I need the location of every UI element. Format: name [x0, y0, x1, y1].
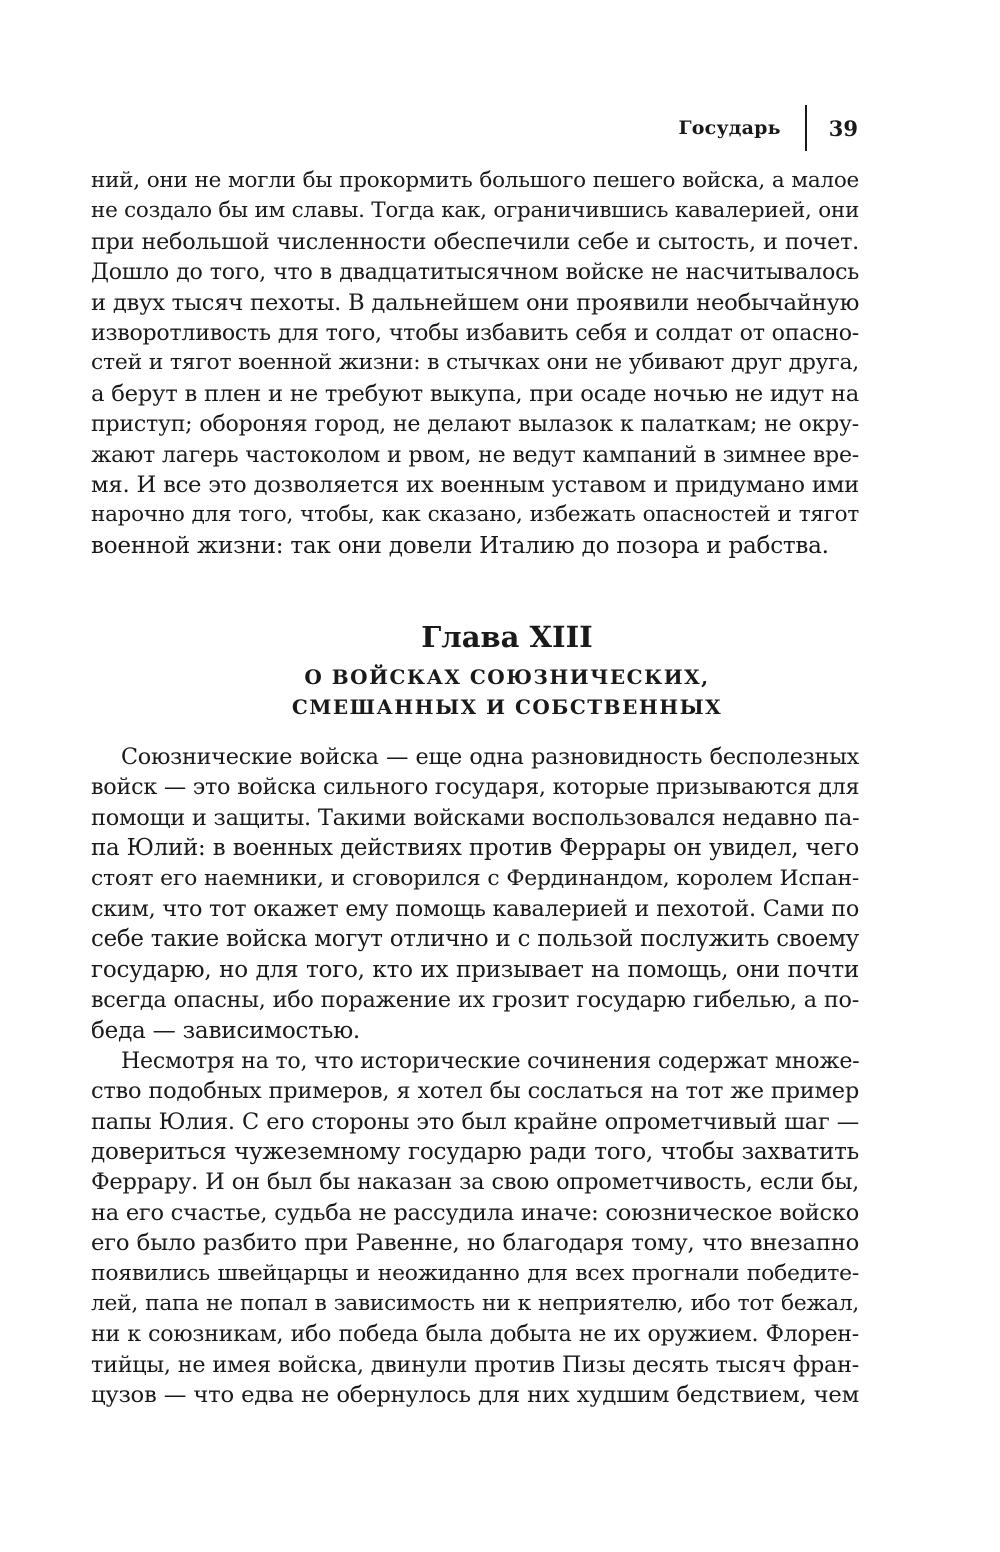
- text-line: а берут в плен и не требуют выкупа, при осаде ночью не идут на: [91, 380, 859, 407]
- text-line: ство подобных примеров, я хотел бы сослаться на тот же пример: [91, 1078, 859, 1105]
- text-line: мя. И все это дозволяется их военным уставом и придумано ими: [91, 471, 859, 498]
- page-number: 39: [828, 115, 858, 141]
- text-line: папы Юлия. С его стороны это был крайне опрометчивый шаг —: [91, 1108, 859, 1135]
- text-line: не создало бы им славы. Тогда как, ограничившись кавалерией, они: [91, 198, 860, 224]
- chapter-subtitle-line: СМЕШАННЫХ И СОБСТВЕННЫХ: [291, 695, 723, 719]
- text-line: Союзнические войска — еще одна разновидность бесполезных: [121, 744, 859, 770]
- header-divider: [805, 105, 807, 151]
- chapter-subtitle-line: О ВОЙСКАХ СОЮЗНИЧЕСКИХ,: [304, 665, 710, 689]
- text-line: государю, но для того, кто их призывает на помощь, они почти: [91, 956, 859, 983]
- text-line: на его счастье, судьба не рассудила иначе: союзническое войско: [91, 1199, 859, 1226]
- text-line: изворотливость для того, чтобы избавить себя и солдат от опасно-: [91, 319, 859, 346]
- text-line: довериться чужеземному государю ради того, чтобы захватить: [91, 1139, 859, 1166]
- text-line: его было разбито при Равенне, но благодаря тому, что внезапно: [91, 1230, 859, 1257]
- text-line: Несмотря на то, что исторические сочинения содержат множе-: [121, 1047, 860, 1074]
- running-title: Государь: [678, 117, 781, 139]
- paragraph-continued: [91, 166, 859, 561]
- text-line: помощи и защиты. Такими войсками воспользовался недавно па-: [91, 804, 860, 831]
- text-line: при небольшой численности обеспечили себе и сытость, и почет.: [91, 228, 859, 255]
- running-header: [678, 104, 858, 152]
- text-line: Феррару. И он был бы наказан за свою опрометчивость, если бы,: [91, 1169, 859, 1196]
- text-line: войск — это войска сильного государя, которые призываются для: [91, 774, 860, 801]
- text-line: появились швейцарцы и неожиданно для всех прогнали победите-: [91, 1260, 859, 1286]
- chapter-title: Глава XIII: [421, 620, 593, 654]
- text-line: всегда опасны, ибо поражение их грозит государю гибелью, а по-: [91, 987, 859, 1014]
- text-line: себе такие войска могут отлично и с пользой послужить своему: [91, 926, 859, 953]
- text-line: стей и тягот военной жизни: в стычках они не убивают друг друга,: [91, 350, 859, 376]
- text-line: Дошло до того, что в двадцатитысячном войске не насчитывалось: [91, 259, 859, 286]
- text-line: стоят его наемники, и сговорился с Фердинандом, королем Испан-: [91, 865, 859, 891]
- text-line: лей, папа не попал в зависимость ни к неприятелю, ибо тот бежал,: [91, 1291, 859, 1317]
- text-line: ний, они не могли бы прокормить большого пешего войска, а малое: [91, 168, 859, 193]
- text-line: па Юлий: в военных действиях против Феррары он увидел, чего: [91, 835, 859, 862]
- text-line: жают лагерь частоколом и рвом, не ведут кампаний в зимнее вре-: [91, 441, 859, 468]
- chapter-body: [91, 742, 859, 1411]
- text-line: и двух тысяч пехоты. В дальнейшем они проявили необычайную: [91, 289, 860, 316]
- text-line: ским, что тот окажет ему помощь кавалерией и пехотой. Сами по: [91, 895, 859, 922]
- text-line: приступ; обороняя город, не делают вылазок к палаткам; не окру-: [91, 411, 859, 438]
- text-line: военной жизни: так они довели Италию до позора и рабства.: [91, 532, 829, 559]
- text-line: цузов — что едва не обернулось для них худшим бедствием, чем: [91, 1382, 859, 1409]
- text-line: нарочно для того, чтобы, как сказано, избежать опасностей и тягот: [91, 502, 859, 528]
- chapter-subtitle: [0, 662, 1000, 722]
- text-line: тийцы, не имея войска, двинули против Пизы десять тысяч фран-: [91, 1351, 859, 1378]
- text-line: ни к союзникам, ибо победа была добыта не их оружием. Флорен-: [91, 1321, 859, 1348]
- text-line: беда — зависимостью.: [91, 1017, 361, 1044]
